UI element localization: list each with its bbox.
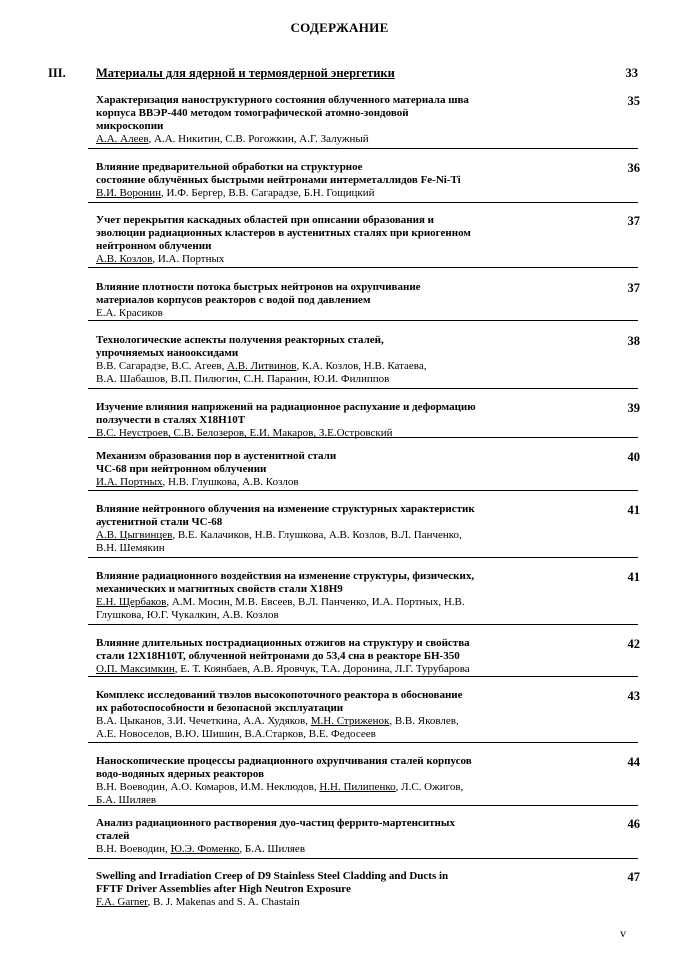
separator-line [88,805,638,806]
entry-page-number: 40 [627,450,640,464]
author-text: , А.М. Мосин, М.В. Евсеев, В.Л. Панченко, И.А. Портных, Н.В. [166,596,465,608]
entry-authors-line [96,663,580,676]
entry-title-line: Комплекс исследований твэлов высокопоточного реактора в обоснование [96,689,463,701]
entry-authors-line [96,781,580,794]
separator-line [88,557,638,558]
entry-title-line: механических и магнитных свойств стали Х18Н9 [96,583,343,595]
section-page-number: 33 [625,66,638,80]
entry-page-number: 47 [627,870,640,884]
toc-entry[interactable] [96,161,580,200]
author-text: Б.А. Шиляев [96,794,157,806]
author-text: В.А. Цыканов, З.И. Чечеткина, А.А. Худяков, [96,715,311,727]
entry-authors-line [96,609,580,622]
author-text: , B. J. Makenas and S. A. Chastain [147,896,300,908]
toc-entry[interactable] [96,401,580,440]
toc-entry[interactable] [96,870,580,909]
entry-title-line: Влияние плотности потока быстрых нейтронов на охрупчивание [96,281,421,293]
author-text: , Н.В. Глушкова, А.В. Козлов [162,476,299,488]
presenting-author: О.П. Максимкин [96,663,175,675]
entry-page-number: 37 [627,281,640,295]
toc-entry[interactable] [96,214,580,266]
presenting-author: А.В. Литвинов [227,360,297,372]
page-title: СОДЕРЖАНИЕ [290,20,389,35]
separator-line [88,490,638,491]
presenting-author: В.И. Воронин [96,187,162,199]
presenting-author: М.Н. Стриженок [310,715,390,727]
entry-authors-line [96,728,580,741]
entry-page-number: 39 [627,401,640,415]
author-text: Глушкова, Ю.Г. Чукалкин, А.В. Козлов [96,609,279,621]
entry-authors-line [96,542,580,555]
entry-authors-line [96,529,580,542]
author-text: В.В. Сагарадзе, В.С. Агеев, [96,360,228,372]
entry-title-line: эволюции радиационных кластеров в аустенитных сталях при криогенном [96,227,471,239]
entry-title-line: FFTF Driver Assemblies after High Neutron Exposure [96,883,351,895]
entry-title-line: водо-водяных ядерных реакторов [96,768,265,780]
separator-line [88,148,638,149]
author-text: , К.А. Козлов, Н.В. Катаева, [296,360,427,372]
toc-entry[interactable] [96,637,580,676]
entry-title-line: нейтронном облучении [96,240,212,252]
author-text: В.А. Шабашов, В.П. Пилюгин, С.Н. Паранин, Ю.И. Филиппов [96,373,390,385]
entry-title-line: сталей [96,830,130,842]
entry-authors-line [96,476,580,489]
entry-title-line: аустенитной стали ЧС-68 [96,516,223,528]
presenting-author: А.В. Козлов [96,253,153,265]
separator-line [88,267,638,268]
section-title[interactable]: Материалы для ядерной и термоядерной энергетики [96,66,395,80]
author-text: , Л.С. Ожигов, [395,781,464,793]
entry-authors-line [96,715,580,728]
presenting-author: Е.Н. Щербаков [96,596,167,608]
entry-page-number: 35 [627,94,640,108]
entry-title-line: Влияние длительных пострадиационных отжигов на структуру и свойства [96,637,470,649]
author-text: В.Н. Шемякин [96,542,165,554]
presenting-author: F.A. Garner [96,896,148,908]
author-text: , А.А. Никитин, С.В. Рогожкин, А.Г. Залужный [148,133,369,145]
author-text: Е.А. Красиков [96,307,163,319]
toc-entry[interactable] [96,570,580,622]
author-text: , И.Ф. Бергер, В.В. Сагарадзе, Б.Н. Гощицкий [161,187,375,199]
entry-title-line: Влияние предварительной обработки на структурное [96,161,363,173]
entry-title-line: Механизм образования пор в аустенитной стали [96,450,337,462]
presenting-author: А.А. Алеев [96,133,149,145]
separator-line [88,676,638,677]
toc-entry[interactable] [96,817,580,856]
presenting-author: А.В. Цыгвинцев [96,529,173,541]
entry-title-line: Влияние радиационного воздействия на изменение структуры, физических, [96,570,475,582]
separator-line [88,742,638,743]
author-text: В.Н. Воеводин, [96,843,171,855]
author-text: , С.В. Белозеров, Е.И. Макаров, З.Е.Островский [168,427,393,439]
entry-authors-line [96,373,580,386]
author-text: , Б.А. Шиляев [239,843,306,855]
entry-title-line: Наноскопические процессы радиационного охрупчивания сталей корпусов [96,755,472,767]
toc-entry[interactable] [96,334,580,386]
entry-title-line: материалов корпусов реакторов с водой под давлением [96,294,371,306]
entry-page-number: 41 [627,503,640,517]
separator-line [88,202,638,203]
entry-authors-line [96,360,580,373]
entry-authors-line [96,896,580,909]
toc-entry[interactable] [96,755,580,807]
entry-authors-line [96,596,580,609]
entry-title-line: ЧС-68 при нейтронном облучении [96,463,267,475]
separator-line [88,388,638,389]
entry-page-number: 44 [627,755,640,769]
author-text: А.Е. Новоселов, В.Ю. Шишин, В.А.Старков, В.Е. Федосеев [96,728,376,740]
entry-title-line: их работоспособности и безопасной эксплуатации [96,702,344,714]
entry-page-number: 37 [627,214,640,228]
entry-title-line: Swelling and Irradiation Creep of D9 Stainless Steel Cladding and Ducts in [96,870,449,882]
entry-page-number: 42 [627,637,640,651]
section-number: III. [48,66,66,80]
entry-page-number: 46 [627,817,640,831]
entry-title-line: состояние облучённых быстрыми нейтронами интерметаллидов Fe-Ni-Ti [96,174,461,186]
entry-title-line: Анализ радиационного растворения дуо-частиц феррито-мартенситных [96,817,455,829]
entry-title-line: стали 12Х18Н10Т, облученной нейтронами до 53,4 сна в реакторе БН-350 [96,650,460,662]
entry-title-line: Характеризация наноструктурного состояния облученного материала шва [96,94,469,106]
entry-title-line: Технологические аспекты получения реакторных сталей, [96,334,384,346]
entry-title-line: упрочняемых нанооксидами [96,347,239,359]
author-text: , Е. Т. Коянбаев, А.В. Яровчук, Т.А. Доронина, Л.Г. Турубарова [174,663,470,675]
separator-line [88,624,638,625]
entry-authors-line [96,843,580,856]
entry-title-line: Учет перекрытия каскадных областей при описании образования и [96,214,434,226]
toc-entry[interactable] [96,689,580,741]
entry-title-line: Изучение влияния напряжений на радиационное распухание и деформацию [96,401,476,413]
entry-authors-line [96,187,580,200]
presenting-author: В.С. Неустроев [96,427,169,439]
entry-page-number: 41 [627,570,640,584]
toc-entry[interactable] [96,450,580,489]
author-text: В.Н. Воеводин, А.О. Комаров, И.М. Неклюдов, [96,781,320,793]
presenting-author: И.А. Портных [96,476,163,488]
page-number-roman: v [620,926,626,940]
entry-title-line: ползучести в сталях Х18Н10Т [96,414,246,426]
section-heading [48,66,638,82]
separator-line [88,437,638,438]
entry-title-line: Влияние нейтронного облучения на изменение структурных характеристик [96,503,475,515]
toc-entry[interactable] [96,503,580,555]
entry-title-line: микроскопии [96,120,164,132]
toc-entry[interactable] [96,281,580,320]
entry-authors-line [96,307,580,320]
separator-line [88,320,638,321]
presenting-author: Ю.Э. Фоменко [170,843,240,855]
author-text: , В.В. Яковлев, [389,715,459,727]
entry-authors-line [96,133,580,146]
author-text: , В.Е. Калачиков, Н.В. Глушкова, А.В. Козлов, В.Л. Панченко, [172,529,462,541]
separator-line [88,858,638,859]
presenting-author: Н.Н. Пилипенко [319,781,396,793]
author-text: , И.А. Портных [152,253,225,265]
entry-authors-line [96,253,580,266]
entry-page-number: 43 [627,689,640,703]
entry-authors-line [96,427,580,440]
entry-title-line: корпуса ВВЭР-440 методом томографической атомно-зондовой [96,107,409,119]
toc-entry[interactable] [96,94,580,146]
entry-page-number: 38 [627,334,640,348]
entry-page-number: 36 [627,161,640,175]
